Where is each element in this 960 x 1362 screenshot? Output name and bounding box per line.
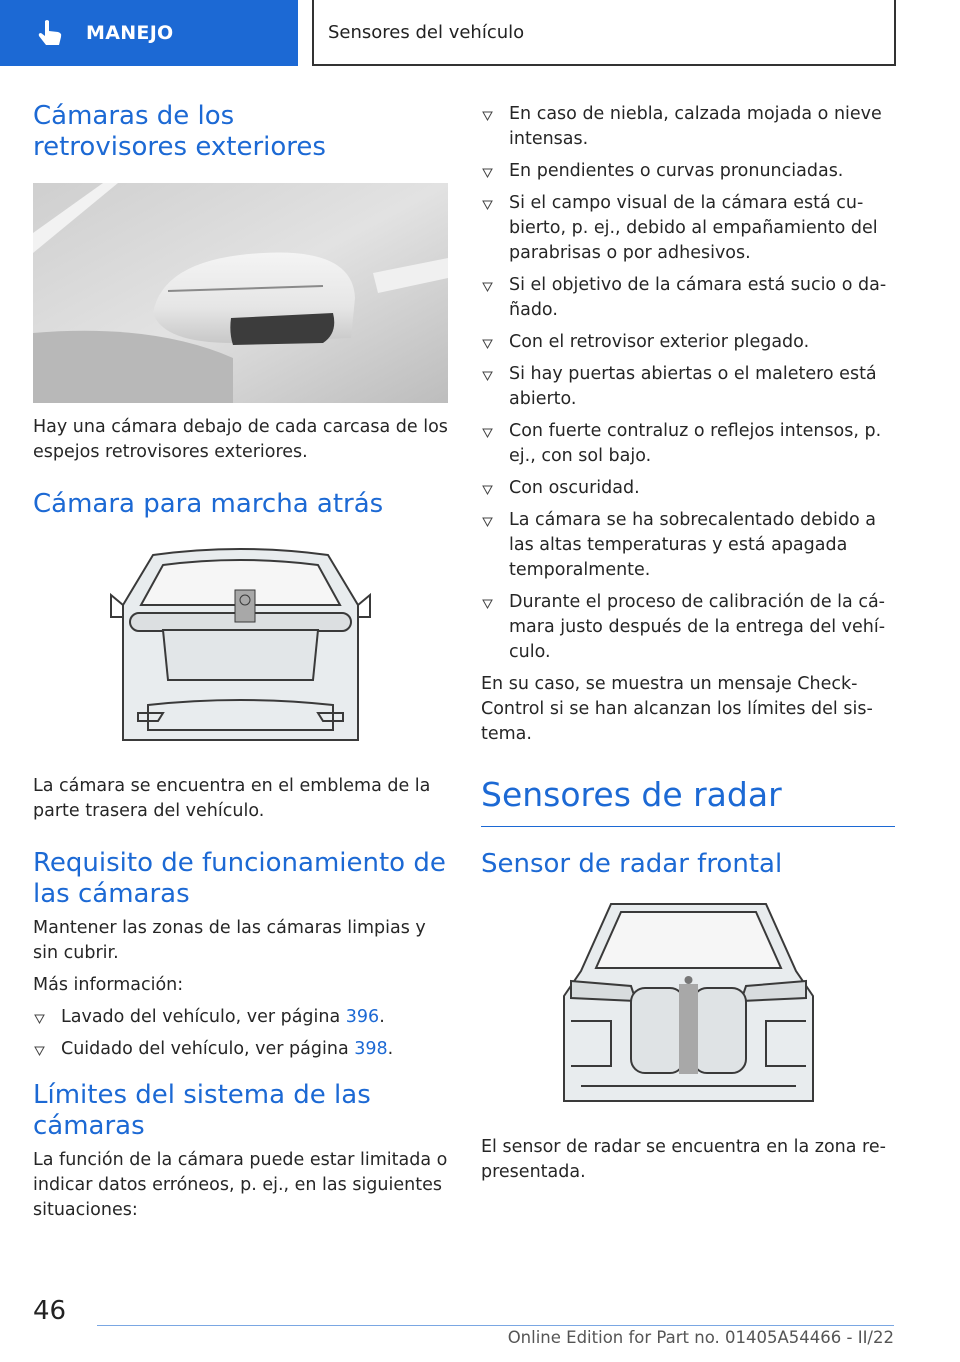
mirror-camera-text: Hay una cámara debajo de cada carcasa de los espejos retrovisores exteriores. bbox=[33, 417, 448, 462]
heading-requirements: Requisito de funcionamiento de las cámaras bbox=[33, 848, 446, 909]
bullet-triangle-icon bbox=[482, 339, 493, 349]
chapter-title: Sensores del vehículo bbox=[328, 21, 525, 43]
bullet-triangle-icon bbox=[482, 168, 493, 178]
system-limits-text: La función de la cámara puede estar limitada o indicar datos erróneos, p. ej., en las siguientes situaciones: bbox=[33, 1150, 448, 1220]
chapter-box bbox=[312, 0, 896, 66]
car-front-diagram bbox=[551, 896, 826, 1121]
footer-divider bbox=[97, 1325, 894, 1326]
bullet-triangle-icon bbox=[34, 1014, 45, 1024]
mirror-camera-photo bbox=[33, 183, 448, 403]
bullet-triangle-icon bbox=[482, 282, 493, 292]
front-radar-text: El sensor de radar se encuentra en la zona representada. bbox=[481, 1137, 886, 1182]
page-header bbox=[0, 0, 960, 66]
bullet-triangle-icon bbox=[482, 428, 493, 438]
car-rear-diagram bbox=[108, 535, 373, 760]
limits-list bbox=[481, 102, 895, 665]
rear-camera-text: La cámara se encuentra en el emblema de la parte trasera del vehículo. bbox=[33, 776, 431, 821]
list-item: Con el retrovisor exterior plegado. bbox=[481, 330, 895, 355]
requirements-text: Mantener las zonas de las cámaras limpias y sin cubrir. bbox=[33, 918, 426, 963]
bullet-triangle-icon bbox=[34, 1046, 45, 1056]
bullet-triangle-icon bbox=[482, 371, 493, 381]
list-item: Con oscuridad. bbox=[481, 476, 895, 501]
bullet-triangle-icon bbox=[482, 599, 493, 609]
edition-footer: Online Edition for Part no. 01405A54466 - II/22 bbox=[507, 1328, 894, 1347]
list-item: En caso de niebla, calzada mojada o nieve intensas. bbox=[481, 102, 895, 152]
heading-front-radar: Sensor de radar frontal bbox=[481, 849, 783, 879]
more-info-text: Más información: bbox=[33, 975, 184, 995]
list-item: La cámara se ha sobrecalentado debido a las altas temperaturas y está apagada temporalmente. bbox=[481, 508, 895, 583]
page-link-396[interactable]: 396 bbox=[345, 1007, 380, 1027]
heading-rear-camera: Cámara para marcha atrás bbox=[33, 489, 384, 519]
page-link-398[interactable]: 398 bbox=[354, 1039, 388, 1059]
heading-mirror-cameras: Cámaras de los retrovisores exteriores bbox=[33, 101, 326, 162]
list-item: Con fuerte contraluz o reflejos intensos, p. ej., con sol bajo. bbox=[481, 419, 895, 469]
list-item: En pendientes o curvas pronunciadas. bbox=[481, 159, 895, 184]
left-column bbox=[33, 96, 448, 1223]
list-item: Si el campo visual de la cámara está cubierto, p. ej., debido al empañamiento del parabrisas o por adhesivos. bbox=[481, 191, 895, 266]
bullet-triangle-icon bbox=[482, 200, 493, 210]
page-number: 46 bbox=[33, 1296, 67, 1326]
right-column bbox=[481, 102, 895, 1185]
section-tab bbox=[0, 0, 298, 66]
list-item: Si el objetivo de la cámara está sucio o dañado. bbox=[481, 273, 895, 323]
list-item: Si hay puertas abiertas o el maletero está abierto. bbox=[481, 362, 895, 412]
list-item: Durante el proceso de calibración de la cámara justo después de la entrega del vehículo. bbox=[481, 590, 895, 665]
list-item: Cuidado del vehículo, ver página 398. bbox=[33, 1037, 448, 1062]
check-control-text: En su caso, se muestra un mensaje Check-Control si se han alcanzan los límites del sistema. bbox=[481, 674, 873, 744]
heading-system-limits: Límites del sistema de las cámaras bbox=[33, 1080, 371, 1141]
info-links-list bbox=[33, 1005, 448, 1062]
heading-radar-sensors: Sensores de radar bbox=[481, 775, 895, 827]
bullet-triangle-icon bbox=[482, 111, 493, 121]
bullet-triangle-icon bbox=[482, 485, 493, 495]
bullet-triangle-icon bbox=[482, 517, 493, 527]
section-title: MANEJO bbox=[86, 22, 174, 44]
hand-steering-icon bbox=[34, 17, 66, 49]
list-item: Lavado del vehículo, ver página 396. bbox=[33, 1005, 448, 1030]
